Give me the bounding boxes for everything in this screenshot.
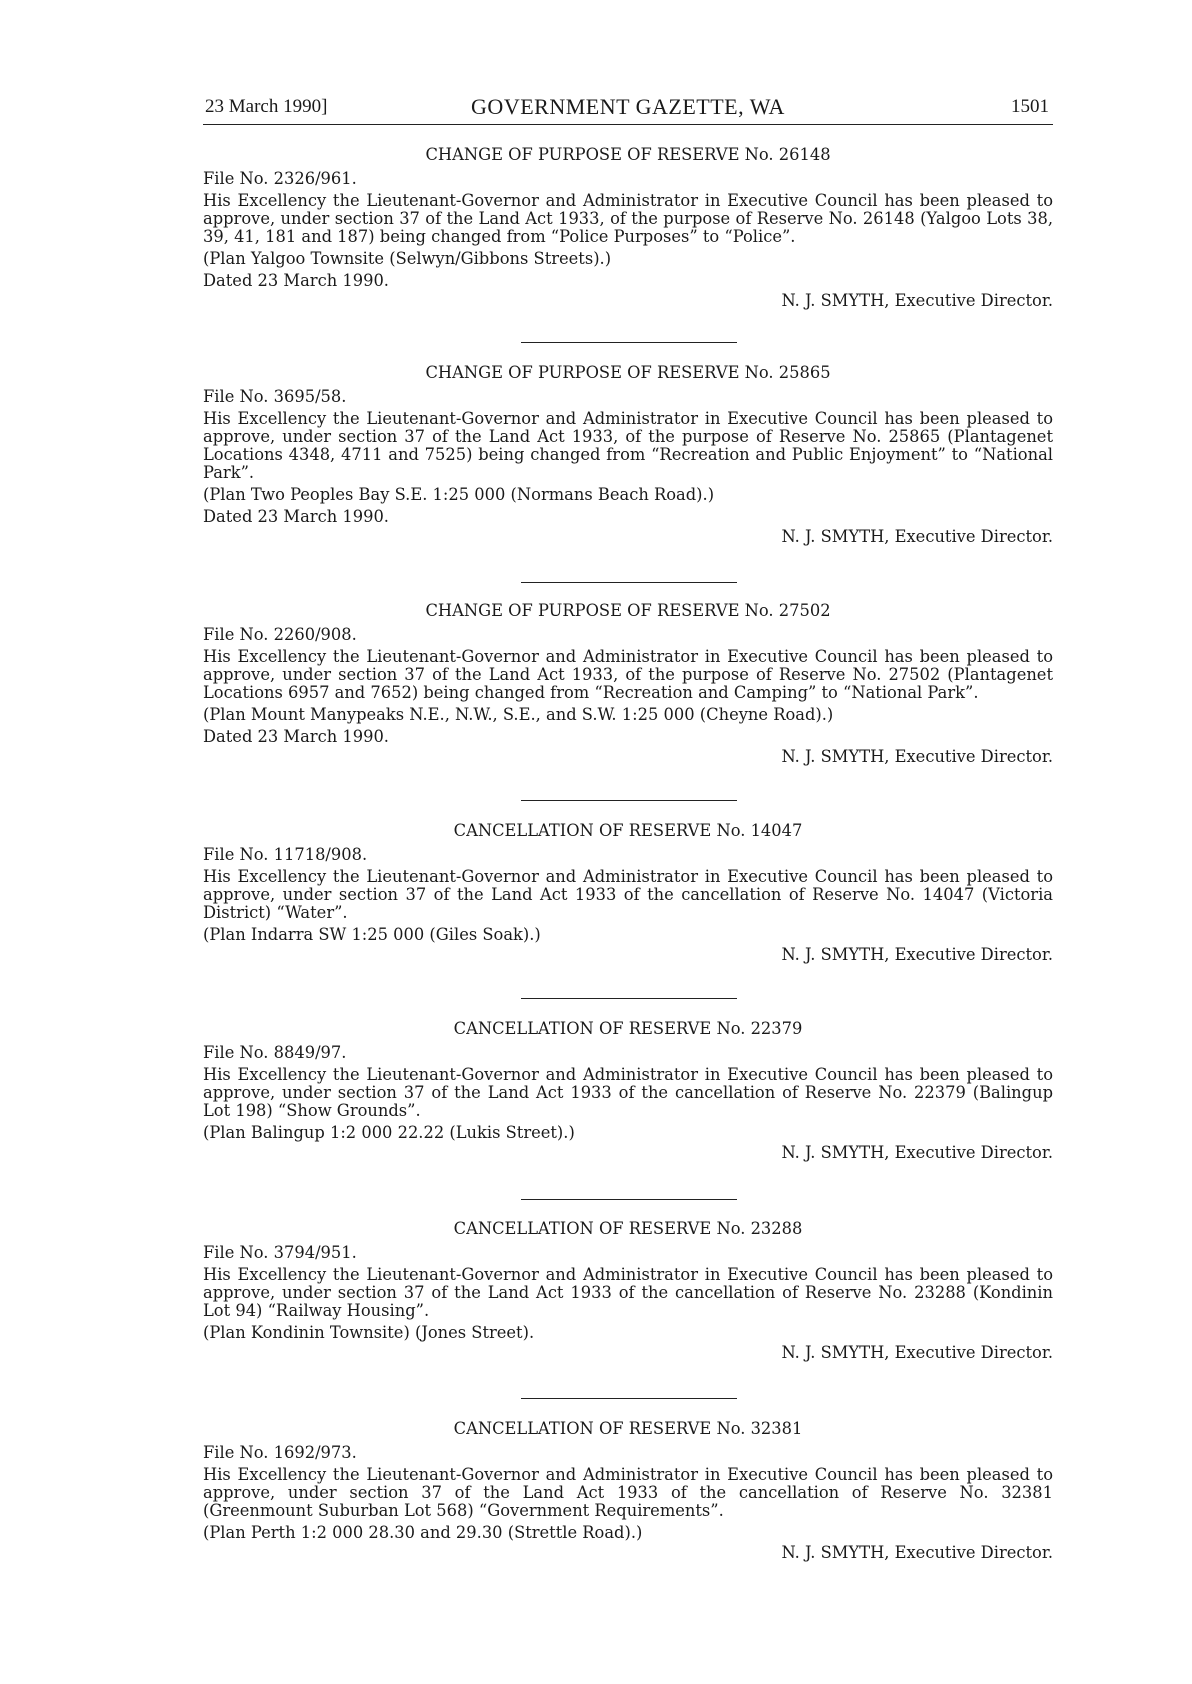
plan-reference: (Plan Perth 1:2 000 28.30 and 29.30 (Strettle Road).) (203, 1523, 643, 1542)
file-number: File No. 1692/973. (203, 1443, 357, 1462)
notice-body: His Excellency the Lieutenant-Governor and Administrator in Executive Council has been pleased to approve, under section 37 of the Land Act 1933 of the cancellation of Reserve No. 23288 (Kondinin Lot 94) “Railway Housing”. (203, 1265, 1053, 1320)
plan-reference: (Plan Two Peoples Bay S.E. 1:25 000 (Normans Beach Road).) (203, 485, 715, 504)
notice-body: His Excellency the Lieutenant-Governor and Administrator in Executive Council has been pleased to approve, under section 37 of the Land Act 1933, of the purpose of Reserve No. 27502 (Plantagenet Locations 6957 and 7652) being changed from “Recreation and Camping” to “National Park”. (203, 647, 1053, 702)
section-divider (521, 1398, 737, 1399)
section-divider (521, 998, 737, 999)
notice (203, 602, 1053, 766)
file-number: File No. 2326/961. (203, 169, 357, 188)
notice-title: CANCELLATION OF RESERVE No. 32381 (453, 1419, 803, 1438)
notice-body: His Excellency the Lieutenant-Governor and Administrator in Executive Council has been pleased to approve, under section 37 of the Land Act 1933, of the purpose of Reserve No. 26148 (Yalgoo Lots 38, 39, 41, 181 and 187) being changed from “Police Purposes” to “Police”. (203, 191, 1053, 246)
file-number: File No. 3794/951. (203, 1243, 357, 1262)
dated-line: Dated 23 March 1990. (203, 727, 389, 746)
notice-title: CANCELLATION OF RESERVE No. 14047 (453, 821, 803, 840)
section-divider (521, 342, 737, 343)
notice-title: CANCELLATION OF RESERVE No. 22379 (453, 1019, 803, 1038)
signature: N. J. SMYTH, Executive Director. (781, 527, 1053, 546)
file-number: File No. 8849/97. (203, 1043, 347, 1062)
notice (203, 1220, 1053, 1362)
signature: N. J. SMYTH, Executive Director. (781, 945, 1053, 964)
file-number: File No. 3695/58. (203, 387, 347, 406)
signature: N. J. SMYTH, Executive Director. (781, 747, 1053, 766)
section-divider (521, 582, 737, 583)
notice (203, 364, 1053, 546)
notice-body: His Excellency the Lieutenant-Governor and Administrator in Executive Council has been pleased to approve, under section 37 of the Land Act 1933 of the cancellation of Reserve No. 14047 (Victoria District) “Water”. (203, 867, 1053, 922)
notice-title: CHANGE OF PURPOSE OF RESERVE No. 26148 (425, 145, 831, 164)
section-divider (521, 1199, 737, 1200)
notice-title: CHANGE OF PURPOSE OF RESERVE No. 25865 (425, 363, 831, 382)
signature: N. J. SMYTH, Executive Director. (781, 1143, 1053, 1162)
plan-reference: (Plan Indarra SW 1:25 000 (Giles Soak).) (203, 925, 541, 944)
signature: N. J. SMYTH, Executive Director. (781, 1543, 1053, 1562)
notice (203, 146, 1053, 310)
notice-body: His Excellency the Lieutenant-Governor and Administrator in Executive Council has been pleased to approve, under section 37 of the Land Act 1933 of the cancellation of Reserve No. 22379 (Balingup Lot 198) “Show Grounds”. (203, 1065, 1053, 1120)
notice-body: His Excellency the Lieutenant-Governor and Administrator in Executive Council has been pleased to approve, under section 37 of the Land Act 1933 of the cancellation of Reserve No. 32381 (Greenmount Suburban Lot 568) “Government Requirements”. (203, 1465, 1053, 1520)
signature: N. J. SMYTH, Executive Director. (781, 291, 1053, 310)
file-number: File No. 2260/908. (203, 625, 357, 644)
plan-reference: (Plan Balingup 1:2 000 22.22 (Lukis Street).) (203, 1123, 575, 1142)
section-divider (521, 800, 737, 801)
file-number: File No. 11718/908. (203, 845, 368, 864)
header-page-number: 1501 (1011, 96, 1049, 117)
notice-title: CHANGE OF PURPOSE OF RESERVE No. 27502 (425, 601, 831, 620)
notice (203, 822, 1053, 964)
signature: N. J. SMYTH, Executive Director. (781, 1343, 1053, 1362)
plan-reference: (Plan Yalgoo Townsite (Selwyn/Gibbons Streets).) (203, 249, 612, 268)
dated-line: Dated 23 March 1990. (203, 507, 389, 526)
notice-body: His Excellency the Lieutenant-Governor and Administrator in Executive Council has been pleased to approve, under section 37 of the Land Act 1933, of the purpose of Reserve No. 25865 (Plantagenet Locations 4348, 4711 and 7525) being changed from “Recreation and Public Enjoyment” to “National Park”. (203, 409, 1053, 482)
notice-title: CANCELLATION OF RESERVE No. 23288 (453, 1219, 803, 1238)
notice (203, 1020, 1053, 1162)
header-date: 23 March 1990] (205, 96, 328, 117)
plan-reference: (Plan Mount Manypeaks N.E., N.W., S.E., and S.W. 1:25 000 (Cheyne Road).) (203, 705, 834, 724)
dated-line: Dated 23 March 1990. (203, 271, 389, 290)
plan-reference: (Plan Kondinin Townsite) (Jones Street). (203, 1323, 535, 1342)
page-header (203, 94, 1053, 125)
header-title: GOVERNMENT GAZETTE, WA (471, 94, 785, 119)
notice (203, 1420, 1053, 1562)
